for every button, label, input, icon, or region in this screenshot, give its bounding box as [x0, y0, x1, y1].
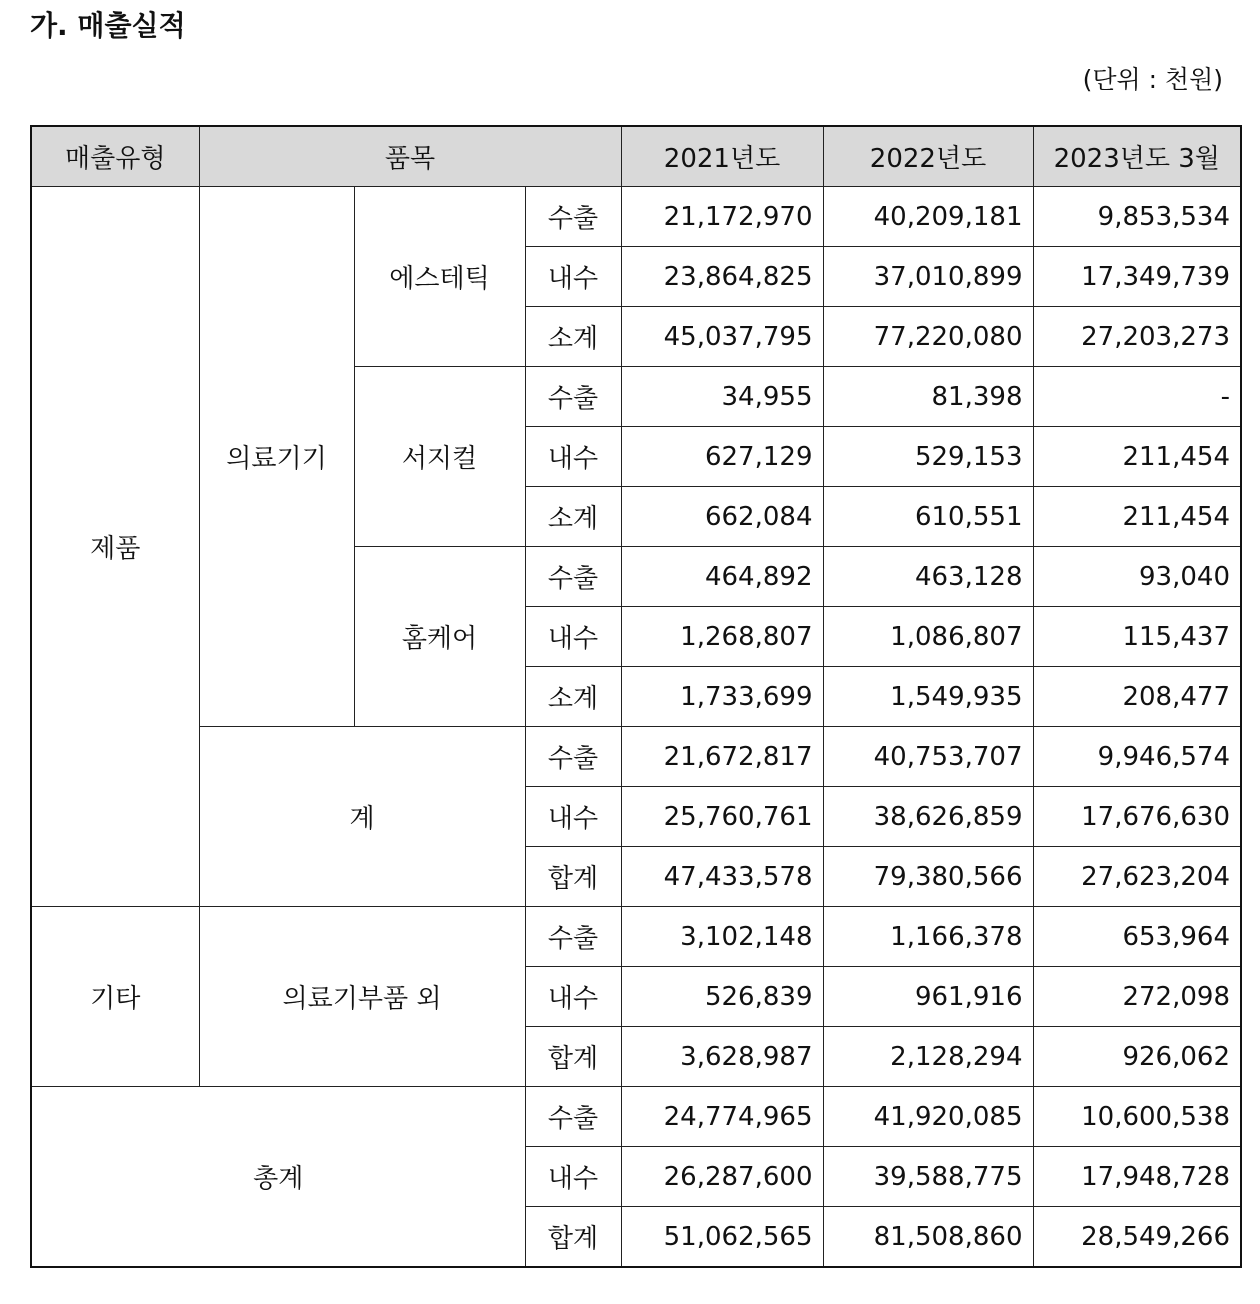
value-2022: 961,916 [823, 967, 1033, 1027]
row-label: 합계 [525, 1207, 621, 1268]
row-label: 수출 [525, 547, 621, 607]
value-2021: 1,268,807 [621, 607, 823, 667]
value-2021: 51,062,565 [621, 1207, 823, 1268]
value-2023: 653,964 [1033, 907, 1241, 967]
value-2021: 34,955 [621, 367, 823, 427]
row-label: 내수 [525, 247, 621, 307]
value-2023: 28,549,266 [1033, 1207, 1241, 1268]
row-label: 수출 [525, 907, 621, 967]
value-2023: 115,437 [1033, 607, 1241, 667]
row-label: 내수 [525, 1147, 621, 1207]
item-homecare: 홈케어 [354, 547, 525, 727]
value-2022: 38,626,859 [823, 787, 1033, 847]
header-2022: 2022년도 [823, 126, 1033, 187]
value-2023: 9,946,574 [1033, 727, 1241, 787]
value-2023: 272,098 [1033, 967, 1241, 1027]
value-2021: 3,102,148 [621, 907, 823, 967]
value-2022: 1,086,807 [823, 607, 1033, 667]
row-label: 수출 [525, 727, 621, 787]
value-2023: - [1033, 367, 1241, 427]
row-label: 소계 [525, 667, 621, 727]
value-2023: 10,600,538 [1033, 1087, 1241, 1147]
value-2022: 40,753,707 [823, 727, 1033, 787]
value-2022: 463,128 [823, 547, 1033, 607]
value-2023: 17,948,728 [1033, 1147, 1241, 1207]
row-label: 합계 [525, 847, 621, 907]
value-2022: 77,220,080 [823, 307, 1033, 367]
table-row [31, 187, 1241, 247]
value-2021: 526,839 [621, 967, 823, 1027]
header-sales-type: 매출유형 [31, 126, 199, 187]
value-2021: 21,172,970 [621, 187, 823, 247]
table-row [31, 1087, 1241, 1147]
value-2021: 627,129 [621, 427, 823, 487]
value-2021: 23,864,825 [621, 247, 823, 307]
value-2022: 1,549,935 [823, 667, 1033, 727]
row-label: 소계 [525, 487, 621, 547]
value-2021: 47,433,578 [621, 847, 823, 907]
row-label: 내수 [525, 607, 621, 667]
group-other: 기타 [31, 907, 199, 1087]
header-row [31, 126, 1241, 187]
value-2023: 17,676,630 [1033, 787, 1241, 847]
value-2021: 464,892 [621, 547, 823, 607]
value-2022: 2,128,294 [823, 1027, 1033, 1087]
table-row [31, 727, 1241, 787]
value-2023: 27,623,204 [1033, 847, 1241, 907]
value-2022: 40,209,181 [823, 187, 1033, 247]
group-product: 제품 [31, 187, 199, 907]
item-parts: 의료기부품 외 [199, 907, 525, 1087]
value-2023: 17,349,739 [1033, 247, 1241, 307]
value-2022: 41,920,085 [823, 1087, 1033, 1147]
value-2021: 3,628,987 [621, 1027, 823, 1087]
header-item: 품목 [199, 126, 621, 187]
value-2023: 9,853,534 [1033, 187, 1241, 247]
value-2021: 662,084 [621, 487, 823, 547]
group-grand-total: 총계 [31, 1087, 525, 1268]
value-2022: 37,010,899 [823, 247, 1033, 307]
page-title: 가. 매출실적 [30, 9, 186, 42]
row-label: 내수 [525, 427, 621, 487]
row-label: 내수 [525, 787, 621, 847]
value-2023: 211,454 [1033, 427, 1241, 487]
value-2023: 208,477 [1033, 667, 1241, 727]
sales-table [30, 125, 1242, 1268]
value-2023: 926,062 [1033, 1027, 1241, 1087]
value-2021: 1,733,699 [621, 667, 823, 727]
value-2022: 39,588,775 [823, 1147, 1033, 1207]
row-label: 합계 [525, 1027, 621, 1087]
value-2021: 24,774,965 [621, 1087, 823, 1147]
value-2021: 25,760,761 [621, 787, 823, 847]
header-2023: 2023년도 3월 [1033, 126, 1241, 187]
header-2021: 2021년도 [621, 126, 823, 187]
item-aesthetic: 에스테틱 [354, 187, 525, 367]
row-label: 수출 [525, 1087, 621, 1147]
item-surgical: 서지컬 [354, 367, 525, 547]
value-2021: 26,287,600 [621, 1147, 823, 1207]
value-2022: 1,166,378 [823, 907, 1033, 967]
value-2021: 21,672,817 [621, 727, 823, 787]
row-label: 소계 [525, 307, 621, 367]
row-label: 내수 [525, 967, 621, 1027]
unit-label: (단위 : 천원) [1082, 65, 1223, 94]
group-medical-device: 의료기기 [199, 187, 354, 727]
value-2022: 610,551 [823, 487, 1033, 547]
value-2022: 81,508,860 [823, 1207, 1033, 1268]
row-label: 수출 [525, 367, 621, 427]
value-2021: 45,037,795 [621, 307, 823, 367]
value-2022: 529,153 [823, 427, 1033, 487]
value-2023: 211,454 [1033, 487, 1241, 547]
group-device-total: 계 [199, 727, 525, 907]
table-row [31, 907, 1241, 967]
value-2023: 93,040 [1033, 547, 1241, 607]
value-2022: 79,380,566 [823, 847, 1033, 907]
row-label: 수출 [525, 187, 621, 247]
value-2023: 27,203,273 [1033, 307, 1241, 367]
value-2022: 81,398 [823, 367, 1033, 427]
